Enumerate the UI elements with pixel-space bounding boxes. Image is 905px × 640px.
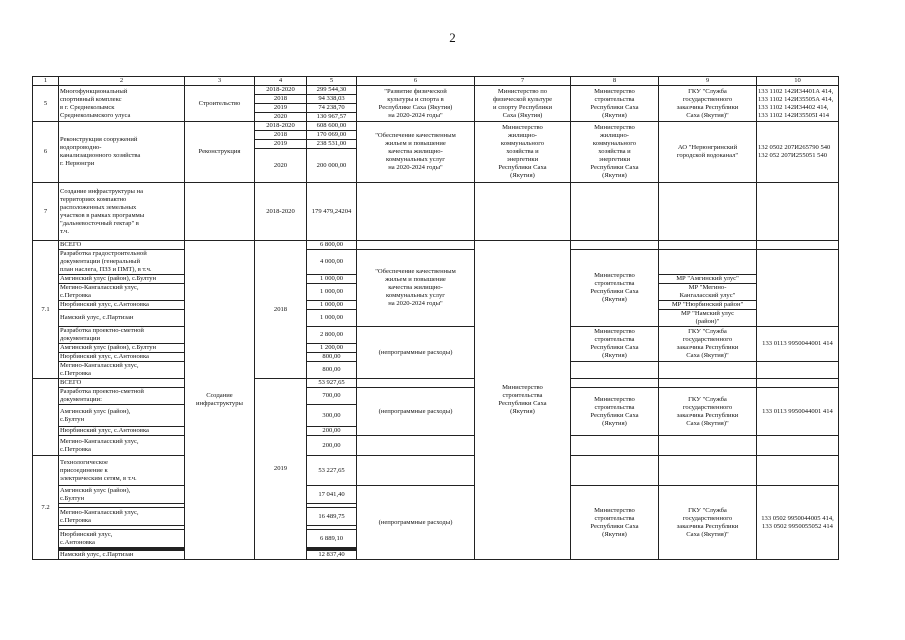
customer-cell: ГКУ "Служба государственного заказчика Республики Саха (Якутия)"	[659, 86, 757, 122]
builder-cell: Министерство строительства Республики Саха (Якутия)	[571, 86, 659, 122]
amount-cell: 800,00	[307, 353, 357, 362]
builder-cell: Министерство строительства Республики Саха (Якутия)	[571, 486, 659, 560]
amount-cell: 200,00	[307, 436, 357, 456]
table-row	[33, 456, 839, 486]
item-name: Технологическое присоединение к электрическим сетям, в т.ч.	[59, 456, 185, 486]
codes-cell: 132 0502 207И265790 540 132 052 207И255051 540	[757, 122, 839, 183]
page-number: 2	[449, 30, 456, 45]
customer-cell: АО "Нерюнгринский городской водоканал"	[659, 122, 757, 183]
amount-cell: 2 800,00	[307, 327, 357, 344]
item-name: Нюрбинский улус, с.Антоновка	[59, 353, 185, 362]
codes-cell	[757, 456, 839, 486]
year-cell: 2020	[255, 113, 307, 122]
amount-cell: 300,00	[307, 405, 357, 427]
builder-cell	[571, 379, 659, 388]
builder-cell	[571, 362, 659, 379]
builder-cell	[571, 183, 659, 241]
program-cell: "Обеспечение качественным жильем и повышение качества жилищно- коммунальных услуг на 2020-2024 годы"	[357, 250, 475, 327]
col-header: 1	[33, 77, 59, 86]
table-row	[33, 122, 839, 131]
program-cell	[357, 456, 475, 486]
table-row	[33, 379, 839, 388]
item-name: Мегино-Кангаласский улус, с.Петровка	[59, 284, 185, 301]
year-cell: 2019	[255, 379, 307, 560]
investment-table	[32, 76, 839, 560]
codes-cell	[757, 362, 839, 379]
program-cell: "Развитие физической культуры и спорта в Республике Саха (Якутия) на 2020-2024 годы"	[357, 86, 475, 122]
item-name: Разработка проектно-сметной документации:	[59, 388, 185, 405]
row-number: 6	[33, 122, 59, 183]
amount-cell: 6 889,10	[307, 530, 357, 548]
item-name: Разработка проектно-сметной документации	[59, 327, 185, 344]
year-cell: 2018	[255, 241, 307, 379]
amount-cell: 53 927,65	[307, 379, 357, 388]
codes-cell: 133 0502 9950044005 414, 133 0502 9950055052 414	[757, 486, 839, 560]
builder-cell	[571, 436, 659, 456]
amount-cell: 700,00	[307, 388, 357, 405]
item-name: Амгинский улус (район), с.Бултун	[59, 275, 185, 284]
header-row	[33, 77, 839, 86]
amount-cell: 1 000,00	[307, 310, 357, 327]
amount-cell: 238 531,00	[307, 140, 357, 149]
item-name: Амгинский улус (район), с.Бултун	[59, 486, 185, 504]
work-type: Создание инфраструктуры	[185, 241, 255, 560]
builder-cell: Министерство строительства Республики Саха (Якутия)	[571, 327, 659, 362]
row-number: 7	[33, 183, 59, 241]
amount-cell: 130 967,57	[307, 113, 357, 122]
codes-cell	[757, 250, 839, 327]
amount-cell: 1 200,00	[307, 344, 357, 353]
customer-cell	[659, 456, 757, 486]
program-cell: (непрограммные расходы)	[357, 388, 475, 436]
object-name: Реконструкция сооружений водопроводно- канализационного хозяйства г. Нерюнгри	[59, 122, 185, 183]
table-row	[33, 86, 839, 95]
customer-cell: МР "Амгинский улус"	[659, 275, 757, 284]
item-name: Мегино-Кангаласский улус, с.Петровка	[59, 362, 185, 379]
codes-cell: 133 0113 9950044001 414	[757, 327, 839, 362]
object-name: Создание инфраструктуры на территориях компактно расположенных земельных участков в рамках программы "дальневосточный гектар" в т.ч.	[59, 183, 185, 241]
item-name: Мегино-Кангаласский улус, с.Петровка	[59, 436, 185, 456]
ministry-cell	[475, 183, 571, 241]
year-cell: 2018-2020	[255, 122, 307, 131]
program-cell	[357, 379, 475, 388]
ministry-cell: Министерство строительства Республики Саха (Якутия)	[475, 241, 571, 560]
builder-cell: Министерство жилищно- коммунального хозяйства и энергетики Республики Саха (Якутия)	[571, 122, 659, 183]
amount-cell: 6 800,00	[307, 241, 357, 250]
amount-cell: 16 489,75	[307, 508, 357, 526]
codes-cell: 133 0113 9950044001 414	[757, 388, 839, 436]
row-number: 7.2	[33, 456, 59, 560]
col-header: 3	[185, 77, 255, 86]
amount-cell: 53 227,65	[307, 456, 357, 486]
year-cell: 2020	[255, 149, 307, 183]
year-cell: 2019	[255, 140, 307, 149]
program-cell	[357, 436, 475, 456]
table-row	[33, 486, 839, 504]
row-number: 5	[33, 86, 59, 122]
codes-cell	[757, 241, 839, 250]
item-name: Амгинский улус (район), с.Бултун	[59, 344, 185, 353]
customer-cell	[659, 241, 757, 250]
ministry-cell: Министерство жилищно- коммунального хозяйства и энергетики Республики Саха (Якутия)	[475, 122, 571, 183]
customer-cell: МР "Намский улус (район)"	[659, 310, 757, 327]
amount-cell: 12 837,40	[307, 551, 357, 560]
amount-cell: 1 000,00	[307, 275, 357, 284]
work-type	[185, 183, 255, 241]
row-number	[33, 379, 59, 456]
amount-cell: 200 000,00	[307, 149, 357, 183]
year-cell: 2018-2020	[255, 183, 307, 241]
amount-cell: 4 000,00	[307, 250, 357, 275]
item-name: Разработка градостроительной документации (генеральный план наслега, ПЗЗ и ПМТ), в т.ч.	[59, 250, 185, 275]
amount-cell: 800,00	[307, 362, 357, 379]
amount-cell: 299 544,30	[307, 86, 357, 95]
row-number: 7.1	[33, 241, 59, 379]
work-type: Строительство	[185, 86, 255, 122]
amount-cell: 1 000,00	[307, 301, 357, 310]
customer-cell: ГКУ "Служба государственного заказчика Республики Саха (Якутия)"	[659, 388, 757, 436]
amount-cell: 1 000,00	[307, 284, 357, 301]
col-header: 6	[357, 77, 475, 86]
customer-cell	[659, 362, 757, 379]
builder-cell: Министерство строительства Республики Саха (Якутия)	[571, 250, 659, 327]
item-name: ВСЕГО	[59, 241, 185, 250]
item-name: ВСЕГО	[59, 379, 185, 388]
table-row	[33, 327, 839, 344]
program-cell: "Обеспечение качественным жильем и повышение качества жилищно- коммунальных услуг на 2020-2024 годы"	[357, 122, 475, 183]
amount-cell: 94 338,03	[307, 95, 357, 104]
customer-cell: МР "Мегино- Кангаласский улус"	[659, 284, 757, 301]
table-row	[33, 250, 839, 275]
item-name: Нюрбинский улус, с.Антоновка	[59, 427, 185, 436]
item-name: Намский улус, с.Партизан	[59, 310, 185, 327]
codes-cell	[757, 436, 839, 456]
ministry-cell: Министерство по физической культуре и спорту Республики Саха (Якутия)	[475, 86, 571, 122]
customer-cell: МР "Нюрбинский район"	[659, 301, 757, 310]
col-header: 9	[659, 77, 757, 86]
year-cell: 2018	[255, 95, 307, 104]
amount-cell: 17 041,40	[307, 486, 357, 504]
work-type: Реконструкция	[185, 122, 255, 183]
year-cell: 2018-2020	[255, 86, 307, 95]
customer-cell	[659, 436, 757, 456]
item-name: Мегино-Кангаласский улус, с.Петровка	[59, 508, 185, 526]
codes-cell	[757, 379, 839, 388]
amount-cell: 200,00	[307, 427, 357, 436]
amount-cell: 74 238,70	[307, 104, 357, 113]
table-row	[33, 183, 839, 241]
program-cell	[357, 183, 475, 241]
customer-cell	[659, 250, 757, 275]
year-cell: 2019	[255, 104, 307, 113]
builder-cell: Министерство строительства Республики Саха (Якутия)	[571, 388, 659, 436]
table-row	[33, 241, 839, 250]
program-cell: (непрограммные расходы)	[357, 327, 475, 379]
builder-cell	[571, 456, 659, 486]
customer-cell: ГКУ "Служба государственного заказчика Республики Саха (Якутия)"	[659, 327, 757, 362]
amount-cell: 608 600,00	[307, 122, 357, 131]
amount-cell: 170 069,00	[307, 131, 357, 140]
builder-cell	[571, 241, 659, 250]
customer-cell: ГКУ "Служба государственного заказчика Республики Саха (Якутия)"	[659, 486, 757, 560]
col-header: 5	[307, 77, 357, 86]
col-header: 8	[571, 77, 659, 86]
item-name: Амгинский улус (район), с.Бултун	[59, 405, 185, 427]
codes-cell: 133 1102 142И34401А 414, 133 1102 142И35505А 414, 133 1102 142И34402 414, 133 1102 142И35505І 414	[757, 86, 839, 122]
col-header: 10	[757, 77, 839, 86]
col-header: 7	[475, 77, 571, 86]
customer-cell	[659, 379, 757, 388]
codes-cell	[757, 183, 839, 241]
table-row	[33, 388, 839, 405]
amount-cell: 179 479,24204	[307, 183, 357, 241]
col-header: 4	[255, 77, 307, 86]
program-cell: (непрограммные расходы)	[357, 486, 475, 560]
item-name: Нюрбинский улус, с.Антоновка	[59, 301, 185, 310]
table-row	[33, 436, 839, 456]
program-cell	[357, 241, 475, 250]
col-header: 2	[59, 77, 185, 86]
item-name: Намский улус, с.Партизан	[59, 551, 185, 560]
year-cell: 2018	[255, 131, 307, 140]
item-name: Нюрбинский улус, с.Антоновка	[59, 530, 185, 548]
object-name: Многофункциональный спортивный комплекс в г. Среднеколымск Среднеколымского улуса	[59, 86, 185, 122]
customer-cell	[659, 183, 757, 241]
